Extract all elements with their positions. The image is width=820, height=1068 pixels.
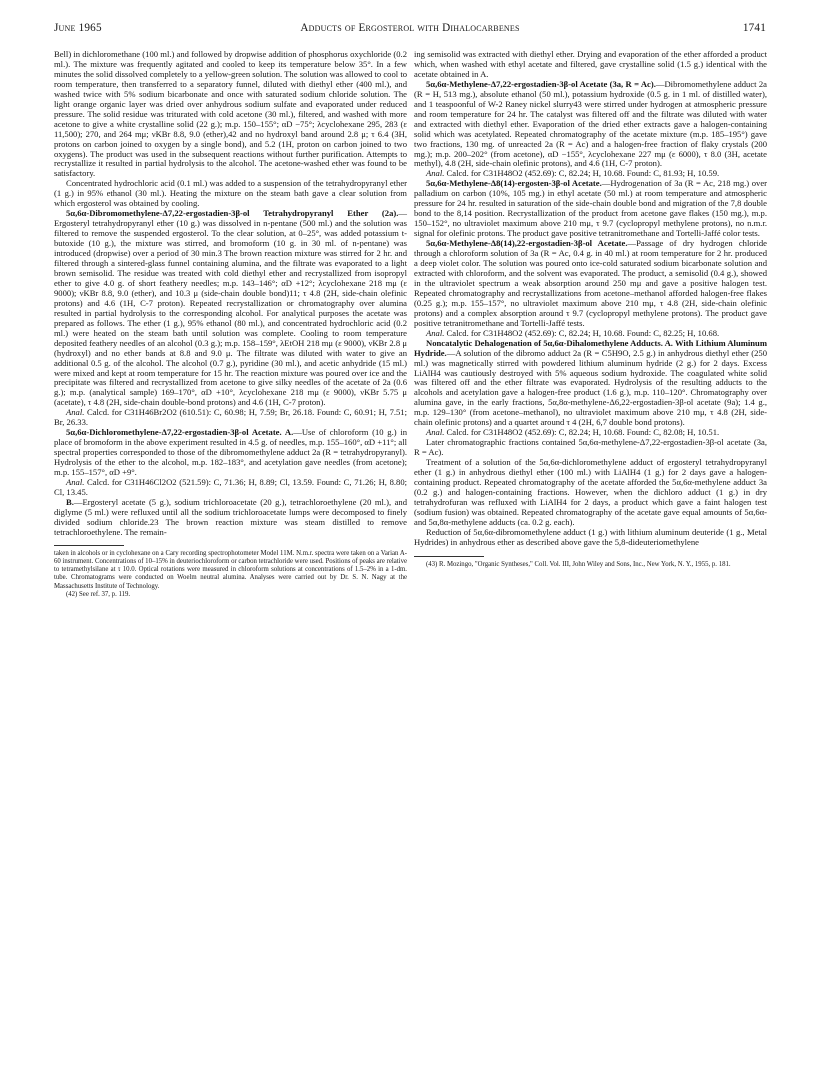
left-column — [54, 50, 407, 1022]
footnote-rule — [414, 556, 484, 557]
paragraph-text: Calcd. for C31H48O2 (452.69): C, 82.24; H, 10.68. Found: C, 82.25; H, 10.68. — [444, 327, 720, 338]
paragraph-text: —Passage of dry hydrogen chloride through a chloroform solution of 3a (R = Ac, 0.4 g. in 40 ml.) at room temperature for 2 hr. produced a deep violet color. The solution was poured onto ice-cold saturated sodium bicarbonate solution and extracted with chloroform, and the solvent was evaporated. The product, a semisolid (0.4 g.), showed in the ultraviolet spectrum a weak absorption around 250 mμ and gave a positive halogen test. Repeated chromatography and recrystallizations from acetone–methanol afforded halogen-free flakes (0.25 g.); m.p. 155–157°, no ultraviolet maximum above 210 mμ, τ 4.8 (2H, side-chain olefinic protons) and a complex absorption around τ 9.7 (cyclopropyl methylene protons). The product gave positive tetranitromethane and Tortelli-Jaffé tests. — [414, 238, 767, 328]
footnote: taken in alcohols or in cyclohexane on a Cary recording spectrophotometer Model 11M. N.m.r. spectra were taken on a Varian A-60 instrument. Concentrations of 10–15% in deuteriochloroform or carbon tetrachloride were used. Positions of peaks are relative to tetramethylsilane at τ 10.0. Optical rotations were measured in chloroform solutions at concentrations of 1.5–2% in a 1-dm. tube. Chromatograms were conducted on Woelm neutral alumina. Analyses were carried out by Dr. S. N. Nagy at the Massachusetts Institute of Technology. — [54, 549, 407, 590]
paragraph — [414, 458, 767, 528]
paragraph-text: —Hydrogenation of 3a (R = Ac, 218 mg.) over palladium on carbon (10%, 105 mg.) in ethyl acetate (50 ml.) at room temperature and atmospheric pressure for 24 hr. resulted in saturation of the side-chain double bond and migration of the 7,8 double bond to the 8,14 position. Recrystallization of the product from acetone gave flakes (150 mg.), m.p. 150–152°, no ultraviolet maximum above 210 mμ, τ 9.7 (cyclopropyl methylene protons), no n.m.r. signal for olefinic protons. The product gave positive tetranitromethane and Tortelli-Jaffé color tests. — [414, 178, 767, 239]
footnote: (42) See ref. 37, p. 119. — [66, 590, 131, 598]
right-column — [414, 50, 767, 1022]
section-heading: 5α,6α-Methylene-Δ8(14),22-ergostadien-3β-ol Acetate. — [426, 238, 628, 249]
journal-date: June 1965 — [54, 22, 102, 34]
paragraph-text: Calcd. for C31H48O2 (452.69): C, 82.24; H, 10.68. Found: C, 82.08; H, 10.51. — [444, 427, 720, 438]
paragraph-text: —A solution of the dibromo adduct 2a (R = C5H9O, 2.5 g.) in anhydrous diethyl ether (250 ml.) was magnetically stirred with powdered lithium aluminum hydride (2 g.) for 2 days. Excess LiAlH4 was cautiously destroyed with 5% aqueous sodium hydroxide. The coagulated white solid was filtered off and the ether filtrate was evaporated. Hydrolysis of the resulting adducts to the alcohols and acetylation gave a halogen-free product (1.6 g.), m.p. 110–120°. Chromatography over alumina gave, in the early fractions, 5α,8α-methylene-Δ6,22-ergostadien-3β-ol acetate (9a); 1.4 g., m.p. 129–130° (from acetone–methanol), no ultraviolet maximum above 210 mμ, τ 4.8 (2H, side-chain olefinic protons) and a quartet around τ 4 (2H, 6,7 double bond protons). — [414, 347, 767, 428]
paragraph — [54, 478, 407, 498]
paragraph — [54, 428, 407, 478]
left-footnotes — [54, 550, 407, 599]
analysis-label: Anal. — [426, 168, 445, 179]
section-heading: 5α,6α-Methylene-Δ7,22-ergostadien-3β-ol Acetate (3a, R = Ac). — [426, 78, 656, 89]
section-heading: Noncatalytic Dehalogenation of 5α,6α-Dihalomethylene Adducts. A. With Lithium Aluminum Hydride. — [414, 337, 767, 358]
paragraph-text: Later chromatographic fractions contained 5α,6α-methylene-Δ7,22-ergostadien-3β-ol acetate (3a, R = Ac). — [414, 437, 767, 458]
section-heading: 5α,6α-Dibromomethylene-Δ7,22-ergostadien-3β-ol Tetrahydropyranyl Ether (2a). — [66, 208, 399, 219]
paragraph — [414, 80, 767, 170]
section-heading: B. — [66, 496, 74, 507]
paragraph-text: —Dibromomethylene adduct 2a (R = H, 513 mg.), absolute ethanol (50 ml.), potassium hydroxide (0.5 g. in 1 ml. of distilled water), and 1 teaspoonful of W-2 Raney nickel slurry43 were stirred under hydrogen at atmospheric pressure and room temperature for 24 hr. The catalyst was filtered off and the filtrate was diluted with water and extracted with diethyl ether. Evaporation of the dried ether extracts gave a halogen-containing solid which was acetylated. Repeated chromatography of the acetate mixture (m.p. 185–195°) gave two fractions, 130 mg. of unreacted 2a (R = Ac) and a halogen-free fraction of flaky crystals (200 mg.); m.p. 200–202° (from acetone), αD −155°, λcyclohexane 227 mμ (ε 6000), τ 8.0 (3H, acetate methyl), 4.8 (2H, side-chain olefinic protons), and 4.6 (1H, C-7 proton). — [414, 78, 767, 169]
paragraph-text: —Use of chloroform (10 g.) in place of bromoform in the above experiment resulted in 4.5 g. of needles, m.p. 155–160°, αD +11°; all spectral properties corresponded to those of the dibromomethylene adduct 2a (R = tetrahydropyranyl). Hydrolysis of the ether to the alcohol, m.p. 182–183°, and acetylation gave needles (from acetone); m.p. 155–157°, αD +9°. — [54, 427, 408, 478]
section-heading: 5α,6α-Methylene-Δ8(14)-ergosten-3β-ol Acetate. — [426, 178, 602, 189]
paragraph-text: Calcd. for C31H48O2 (452.69): C, 82.24; H, 10.68. Found: C, 81.93; H, 10.59. — [444, 168, 720, 179]
paragraph-text: Concentrated hydrochloric acid (0.1 ml.) was added to a suspension of the tetrahydropyranyl ether (1 g.) in 95% ethanol (30 ml.). Heating the mixture on the steam bath gave a clear solution from which ergosterol was obtained by cooling. — [54, 178, 407, 209]
paragraph-text: Calcd. for C31H46Cl2O2 (521.59): C, 71.36; H, 8.89; Cl, 13.59. Found: C, 71.26; H, 8.80; Cl, 13.45. — [54, 476, 407, 497]
paragraph — [414, 179, 767, 239]
analysis-label: Anal. — [426, 327, 445, 338]
section-heading: 5α,6α-Dichloromethylene-Δ7,22-ergostadien-3β-ol Acetate. A. — [66, 427, 294, 438]
left-column-body — [54, 50, 407, 538]
right-footnotes — [414, 561, 767, 569]
paragraph-text: ing semisolid was extracted with diethyl ether. Drying and evaporation of the ether afforded a product which, when washed with ethyl acetate and filtered, gave crystalline solid (1.5 g.) identical with the acetate obtained in A. — [414, 49, 767, 79]
paragraph — [54, 50, 407, 179]
paragraph-text: —Ergosteryl tetrahydropyranyl ether (10 g.) was dissolved in n-pentane (500 ml.) and the solution was filtered to remove the suspended ergosterol. To the clear solution, at 0–25°, was added potassium t-butoxide (10 g.), the mixture was stirred, and bromoform (10 g. in 30 ml. of n-pentane) was introduced (dropwise) over a period of 30 min.3 The brown reaction mixture was stirred for 2 hr. and filtered through a sintered-glass funnel containing alumina, and the filtrate was evaporated to a light brown semisolid. The residue was treated with cold diethyl ether and recrystallized from isopropyl ether to give 4.0 g. of short feathery needles; m.p. 143–146°; αD +12°; λcyclohexane 218 mμ (ε 9000); νKBr 8.8, 9.0 (ether), and 10.3 μ (side-chain double bond)11; τ 4.8 (2H, side-chain olefinic protons) and 4.6 (1H, C-7 proton). Repeated recrystallization or chromatography over alumina resulted in partial hydrolysis to the corresponding alcohol. For analytical purposes the acetate was prepared as follows. The ether (1 g.), 95% ethanol (80 ml.), and concentrated hydrochloric acid (0.2 ml.) were heated on the steam bath until solution was complete. Cooling to room temperature deposited feathery needles of an alcohol (0.3 g.); m.p. 158–159°, λEtOH 218 mμ (ε 9000), νKBr 2.8 μ (hydroxyl) and no ether bands at 8.8 and 9.0 μ. The filtrate was diluted with water to give an additional 0.5 g. of the alcohol. The alcohol (0.7 g.), pyridine (30 ml.), and acetic anhydride (15 ml.) were mixed and kept at room temperature for 15 hr. The reaction mixture was poured over ice and the precipitate was filtered and recrystallized from acetone to give silky needles of the acetate of 2a (0.6 g.); m.p. (analytical sample) 169–170°, αD +10°, λcyclohexane 218 mμ (ε 9000), νKBr 5.75 μ (acetate), τ 4.8 (2H, side-chain double-bond protons) and 4.6 (1H, C-7 proton). — [54, 208, 407, 408]
page-header — [54, 22, 766, 38]
paragraph-text: Reduction of 5α,6α-dibromomethylene adduct (1 g.) with lithium aluminum deuteride (1 g., Metal Hydrides) in anhydrous ether as described above gave the 5,8-dideuteriomethylene — [414, 526, 767, 547]
paragraph-text: Bell) in dichloromethane (100 ml.) and followed by dropwise addition of phosphorus oxychloride (0.2 ml.). The mixture was frequently agitated and cooled to keep its temperature below 35°. In a few minutes the solid dissolved completely to a yellow-green solution. The solution was allowed to cool to room temperature, then transferred to a separatory funnel, diluted with diethyl ether (400 ml.), and washed twice with 5% sodium bicarbonate and once with saturated sodium chloride solution. The light orange organic layer was dried over anhydrous sodium sulfate and evaporated under reduced pressure. The solid residue was triturated with cold acetone (30 ml.), filtered, and washed with more acetone to give a white crystalline solid (22 g.); m.p. 150–155°; αD −75°; λcyclohexane 295, 283 (ε 11,500); 270, and 264 mμ; νKBr 8.8, 9.0 (ether),42 and no hydroxyl band around 2.8 μ; τ 6.4 (3H, protons on carbon joined to oxygen by a single bond), and 5.2 (1H, proton on carbon joined to two oxygens). The product was used in the subsequent reactions without further purification. Attempts to recrystallize it resulted in partial hydrolysis to the alcohol. The acetone-washed ether was found to be satisfactory. — [54, 49, 407, 179]
page-number: 1741 — [742, 22, 766, 34]
analysis-label: Anal. — [66, 407, 85, 418]
paragraph-text: Treatment of a solution of the 5α,6α-dichloromethylene adduct of ergosteryl tetrahydropyranyl ether (1 g.) in anhydrous diethyl ether (100 ml.) with LiAlH4 (1 g.) for 2 days gave a halogen-containing product. Repeated chromatography of the acetate afforded the 5α,6α-methylene adduct 3a (0.2 g.) and halogen-containing fractions. However, when the dichloro adduct (1 g.) in dry tetrahydrofuran was refluxed with LiAlH4 for 2 days, a product which gave a faint halogen test (sodium fusion) was obtained. Repeated chromatography of the acetate gave equal amounts of 5α,6α- and 5α,8α-methylene adducts (ca. 0.2 g. each). — [414, 457, 767, 527]
paragraph — [54, 179, 407, 209]
footnote: (43) R. Mozingo, "Organic Syntheses," Coll. Vol. III, John Wiley and Sons, Inc., New York, N. Y., 1955, p. 181. — [426, 560, 731, 568]
analysis-label: Anal. — [66, 476, 85, 487]
paragraph — [414, 438, 767, 458]
running-title: Adducts of Ergosterol with Dihalocarbenes — [300, 22, 520, 34]
paragraph — [414, 50, 767, 80]
paragraph-text: —Ergosteryl acetate (5 g.), sodium trichloroacetate (20 g.), tetrachloroethylene (20 ml.), and diglyme (5 ml.) were refluxed until all the sodium trichloroacetate lumps were decomposed to finely divided sodium chloride.23 The brown reaction mixture was steam distilled to remove tetrachloroethylene. The remain- — [54, 496, 407, 537]
paragraph — [54, 209, 407, 408]
paragraph — [414, 339, 767, 429]
footnote-rule — [54, 545, 124, 546]
paragraph — [414, 528, 767, 548]
right-column-body — [414, 50, 767, 548]
paragraph-text: Calcd. for C31H46Br2O2 (610.51): C, 60.98; H, 7.59; Br, 26.18. Found: C, 60.91; H, 7.51; Br, 26.33. — [54, 407, 407, 428]
paragraph — [414, 239, 767, 329]
analysis-label: Anal. — [426, 427, 445, 438]
paragraph — [54, 408, 407, 428]
paragraph — [54, 498, 407, 538]
